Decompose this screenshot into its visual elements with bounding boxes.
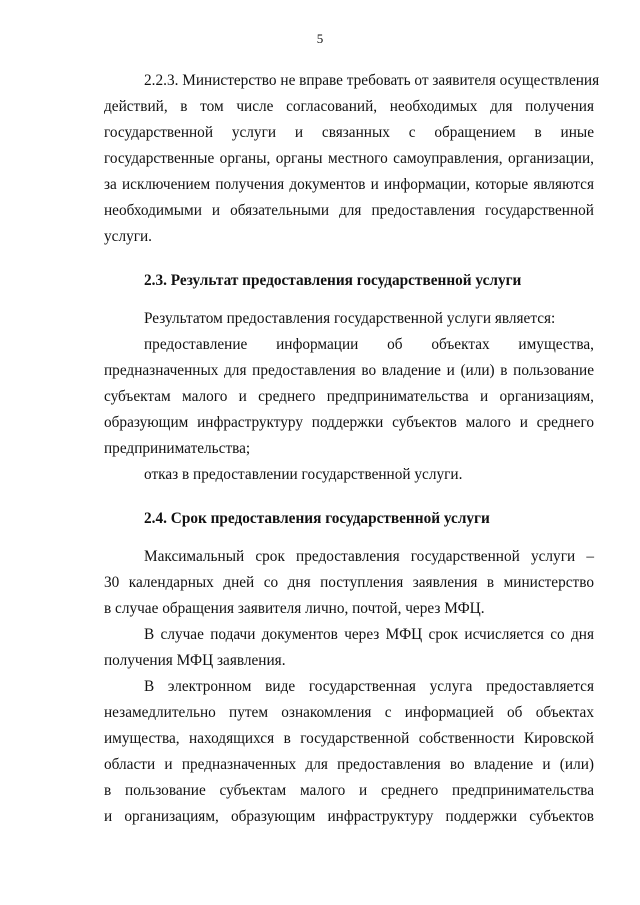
paragraph-line: и организациям, образующим инфраструктуру поддержки субъектов <box>104 808 594 825</box>
paragraph-line: государственные органы, органы местного самоуправления, организации, <box>104 150 594 167</box>
page-number: 5 <box>316 31 324 46</box>
paragraph-line: необходимыми и обязательными для предоставления государственной <box>104 202 594 219</box>
paragraph-line: предназначенных для предоставления во владение и (или) в пользование <box>104 362 594 379</box>
paragraph-line: В случае подачи документов через МФЦ срок исчисляется со дня <box>144 626 594 643</box>
paragraph-line: в пользование субъектам малого и среднего предпринимательства <box>104 782 594 799</box>
paragraph-line: Результатом предоставления государственной услуги является: <box>144 310 556 327</box>
paragraph-line: имущества, находящихся в государственной собственности Кировской <box>104 730 594 747</box>
paragraph-line: действий, в том числе согласований, необходимых для получения <box>104 98 594 115</box>
paragraph-line: незамедлительно путем ознакомления с информацией об объектах <box>104 704 594 721</box>
paragraph-line: в случае обращения заявителя лично, почтой, через МФЦ. <box>104 600 485 617</box>
paragraph-line: Максимальный срок предоставления государственной услуги – <box>144 548 594 565</box>
paragraph-line: 30 календарных дней со дня поступления заявления в министерство <box>104 574 594 591</box>
paragraph-line: за исключением получения документов и информации, которые являются <box>104 176 594 193</box>
paragraph-line: области и предназначенных для предоставления во владение и (или) <box>104 756 594 773</box>
paragraph-line: образующим инфраструктуру поддержки субъектов малого и среднего <box>104 414 594 431</box>
section-heading: 2.4. Срок предоставления государственной услуги <box>144 510 490 527</box>
paragraph-line: 2.2.3. Министерство не вправе требовать от заявителя осуществления <box>144 72 600 89</box>
paragraph-line: услуги. <box>104 228 153 245</box>
paragraph-line: государственной услуги и связанных с обращением в иные <box>104 124 594 141</box>
paragraph-line: субъектам малого и среднего предпринимательства и организациям, <box>104 388 594 405</box>
paragraph-line: В электронном виде государственная услуга предоставляется <box>144 678 594 695</box>
paragraph-line: предпринимательства; <box>104 440 251 457</box>
paragraph-line: получения МФЦ заявления. <box>104 652 286 669</box>
section-heading: 2.3. Результат предоставления государственной услуги <box>144 272 522 289</box>
paragraph-line: предоставление информации об объектах имущества, <box>144 336 594 353</box>
paragraph-line: отказ в предоставлении государственной услуги. <box>144 466 463 483</box>
